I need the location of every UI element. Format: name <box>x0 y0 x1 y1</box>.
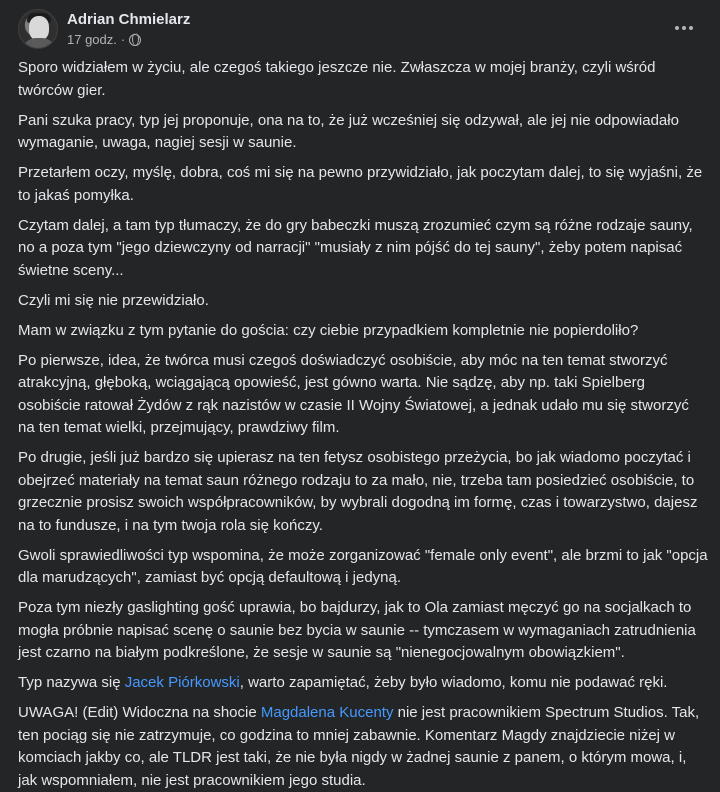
avatar-body <box>22 38 56 49</box>
avatar-face <box>29 16 49 40</box>
post-paragraph: Sporo widziałem w życiu, ale czegoś takiego jeszcze nie. Zwłaszcza w mojej branży, czyli wśród twórców gier. <box>18 59 656 99</box>
more-dot-icon <box>689 26 693 30</box>
paragraph-text: , warto zapamiętać, żeby było wiadomo, komu nie podawać ręki. <box>239 674 668 691</box>
more-dot-icon <box>682 26 686 30</box>
post-paragraph: Przetarłem oczy, myślę, dobra, coś mi się na pewno przywidziało, jak poczytam dalej, to się wyjaśni, że to jakaś pomyłka. <box>18 164 703 204</box>
author-avatar[interactable] <box>18 9 58 49</box>
post-header <box>18 7 190 51</box>
post-paragraph <box>18 672 708 695</box>
post-paragraph: Mam w związku z tym pytanie do gościa: czy ciebie przypadkiem kompletnie nie popierdoliło? <box>18 321 639 339</box>
mention-link-magdalena[interactable]: Magdalena Kucenty <box>260 704 394 721</box>
post-meta <box>67 10 190 49</box>
post-paragraph: Pani szuka pracy, typ jej proponuje, ona na to, że już wcześniej się odzywał, ale jej nie odpowiadało wymaganie, uwaga, nagiej sesji w saunie. <box>18 111 679 151</box>
post-paragraph: Poza tym niezły gaslighting gość uprawia, bo bajdurzy, jak to Ola zamiast męczyć go na socjalkach to mogła próbnie napisać scenę o saunie bez bycia w saunie -- tymczasem w wymaganiach zatrudnienia jest czarno na białym podkreślone, że sesje w saunie są "nienegocjowalnym obowiązkiem". <box>18 599 696 661</box>
paragraph-text: nie jest pracownikiem Spectrum Studios. Tak, ten pociąg się nie zatrzymuje, co godzina to mniej zabawnie. Komentarz Magdy znajdziecie niżej w komciach jakby co, ale TLDR jest taki, że nie była nigdy w żadnej saunie z panem, o którym mowa, i, jak wspomniałem, nie jest pracownikiem jego studia. <box>18 704 700 789</box>
mention-link-jacek[interactable]: Jacek Piórkowski <box>124 674 240 691</box>
post-body <box>18 57 708 792</box>
separator-dot: · <box>120 31 126 47</box>
post-paragraph: Czyli mi się nie przewidziało. <box>18 291 209 309</box>
more-dot-icon <box>675 26 679 30</box>
post-paragraph <box>18 702 708 792</box>
post-timestamp[interactable]: 17 godz. <box>67 31 117 47</box>
post-subline <box>67 31 190 49</box>
post-paragraph: Po pierwsze, idea, że twórca musi czegoś doświadczyć osobiście, aby móc na ten temat stworzyć atrakcyjną, głęboką, wciągającą opowieść, jest gówno warta. Nie sądzę, aby np. taki Spielberg osobiście ratował Żydów z rąk nazistów w czasie II Wojny Światowej, a jednak udało mu się stworzyć na ten temat wielki, przejmujący, prawdziwy film. <box>18 351 689 436</box>
paragraph-text: Typ nazywa się <box>18 674 125 691</box>
paragraph-text: UWAGA! (Edit) Widoczna na shocie <box>18 704 261 721</box>
post-paragraph: Gwoli sprawiedliwości typ wspomina, że może zorganizować "female only event", ale brzmi to jak "opcja dla marudzących", zamiast być opcją defaultową i jedyną. <box>18 546 708 586</box>
author-name[interactable]: Adrian Chmielarz <box>67 10 191 28</box>
post-paragraph: Czytam dalej, a tam typ tłumaczy, że do gry babeczki muszą zrozumieć czym są różne rodzaje sauny, no a poza tym "jego dziewczyny od narracji" "musiały z nim pójść do tej sauny", żeby potem napisać świetne sceny... <box>18 216 693 279</box>
globe-icon[interactable] <box>129 34 141 46</box>
post-paragraph: Po drugie, jeśli już bardzo się upierasz na ten fetysz osobistego przeżycia, bo jak wiadomo poczytać i obejrzeć materiały na temat saun różnego rodzaju to za mało, nie, trzeba tam posiedzieć osobiście, to grzecznie prosisz swoich współpracowników, by wybrali dogodną im formę, czas i towarzystwo, dajesz na to fundusze, i na tym twoja rola się kończy. <box>18 449 698 534</box>
more-options-button[interactable] <box>670 14 698 42</box>
